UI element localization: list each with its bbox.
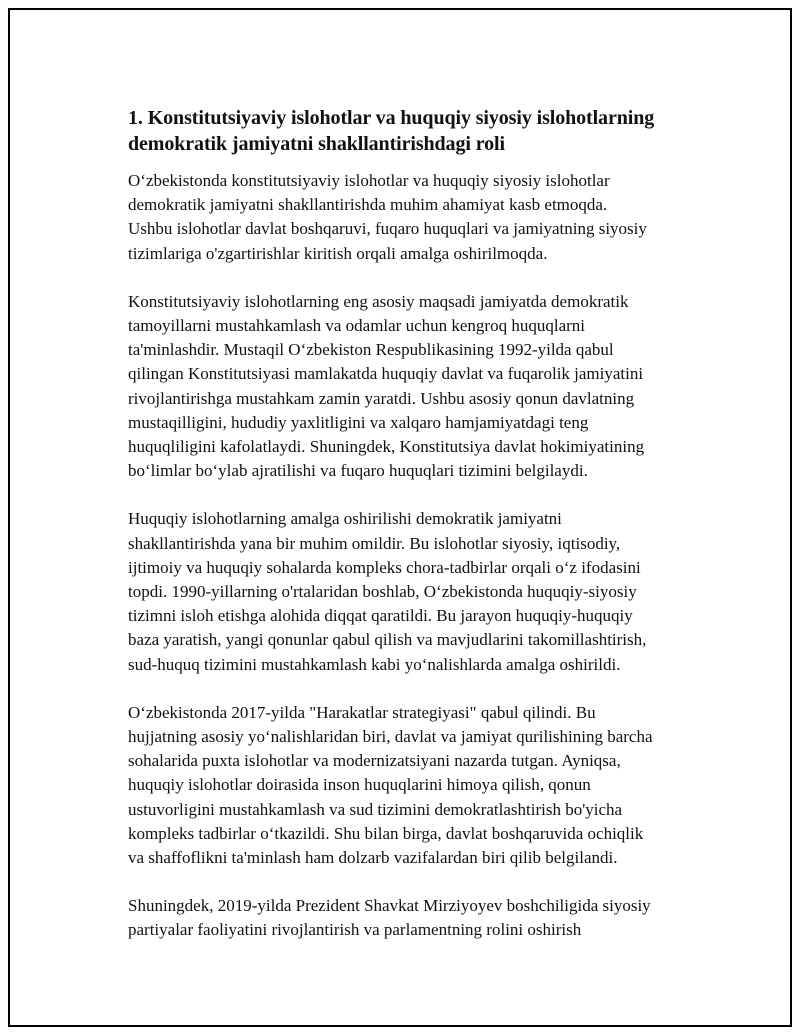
text-line: Konstitutsiyaviy islohotlarning eng asosiy maqsadi jamiyatda demokratik <box>128 291 629 311</box>
text-line: mustaqilligini, hududiy yaxlitligini va xalqaro hamjamiyatdagi teng <box>128 412 589 432</box>
text-line: shakllantirishda yana bir muhim omildir. Bu islohotlar siyosiy, iqtisodiy, <box>128 533 621 553</box>
text-line: O‘zbekistonda konstitutsiyaviy islohotlar va huquqiy siyosiy islohotlar <box>128 171 610 190</box>
text-line: partiyalar faoliyatini rivojlantirish va parlamentning rolini oshirish <box>128 920 582 940</box>
text-line: baza yaratish, yangi qonunlar qabul qilish va mavjudlarini takomillashtirish, <box>128 630 647 650</box>
section-title <box>128 105 708 157</box>
paragraph-3 <box>128 507 708 676</box>
page-frame <box>8 8 792 1027</box>
text-line: huquqliligini kafolatlaydi. Shuningdek, Konstitutsiya davlat hokimiyatining <box>128 437 645 457</box>
text-line: hujjatning asosiy yo‘nalishlaridan biri, davlat va jamiyat qurilishining barcha <box>128 727 653 747</box>
text-line: ustuvorligini mustahkamlash va sud tizimini demokratlashtirish bo'yicha <box>128 799 623 819</box>
text-line: demokratik jamiyatni shakllantirishda muhim ahamiyat kasb etmoqda. <box>128 195 608 215</box>
text-line: qilingan Konstitutsiyasi mamlakatda huquqiy davlat va fuqarolik jamiyatini <box>128 364 644 384</box>
title-line: 1. Konstitutsiyaviy islohotlar va huquqiy siyosiy islohotlarning <box>128 107 655 129</box>
title-line: demokratik jamiyatni shakllantirishdagi roli <box>128 133 505 155</box>
text-line: va shaffoflikni ta'minlash ham dolzarb vazifalardan biri qilib belgilandi. <box>128 848 618 868</box>
text-line: O‘zbekistonda 2017-yilda "Harakatlar strategiyasi" qabul qilindi. Bu <box>128 702 596 722</box>
text-line: kompleks tadbirlar o‘tkazildi. Shu bilan birga, davlat boshqaruvida ochiqlik <box>128 823 644 843</box>
text-line: ta'minlashdir. Mustaqil O‘zbekiston Respublikasining 1992-yilda qabul <box>128 340 614 360</box>
paragraph-1 <box>128 169 708 266</box>
text-line: tizimni isloh etishga alohida diqqat qaratildi. Bu jarayon huquqiy-huquqiy <box>128 606 633 626</box>
paragraph-4 <box>128 701 708 870</box>
text-line: tamoyillarni mustahkamlash va odamlar uchun kengroq huquqlarni <box>128 316 585 336</box>
text-line: sohalarida puxta islohotlar va modernizatsiyani nazarda tutgan. Ayniqsa, <box>128 751 621 771</box>
text-line: Shuningdek, 2019-yilda Prezident Shavkat Mirziyoyev boshchiligida siyosiy <box>128 896 651 916</box>
text-line: Ushbu islohotlar davlat boshqaruvi, fuqaro huquqlari va jamiyatning siyosiy <box>128 219 647 239</box>
document-content <box>128 105 708 967</box>
text-line: tizimlariga o'zgartirishlar kiritish orqali amalga oshirilmoqda. <box>128 243 548 263</box>
text-line: Huquqiy islohotlarning amalga oshirilishi demokratik jamiyatni <box>128 509 562 529</box>
paragraph-5 <box>128 894 708 942</box>
text-line: bo‘limlar bo‘ylab ajratilishi va fuqaro huquqlari tizimini belgilaydi. <box>128 461 588 481</box>
text-line: rivojlantirishga mustahkam zamin yaratdi. Ushbu asosiy qonun davlatning <box>128 388 635 408</box>
text-line: topdi. 1990-yillarning o'rtalaridan boshlab, O‘zbekistonda huquqiy-siyosiy <box>128 582 637 602</box>
text-line: huquqiy islohotlar doirasida inson huquqlarini himoya qilish, qonun <box>128 775 591 795</box>
paragraph-2 <box>128 290 708 484</box>
text-line: ijtimoiy va huquqiy sohalarda kompleks chora-tadbirlar orqali o‘z ifodasini <box>128 557 641 577</box>
text-line: sud-huquq tizimini mustahkamlash kabi yo‘nalishlarda amalga oshirildi. <box>128 654 621 674</box>
